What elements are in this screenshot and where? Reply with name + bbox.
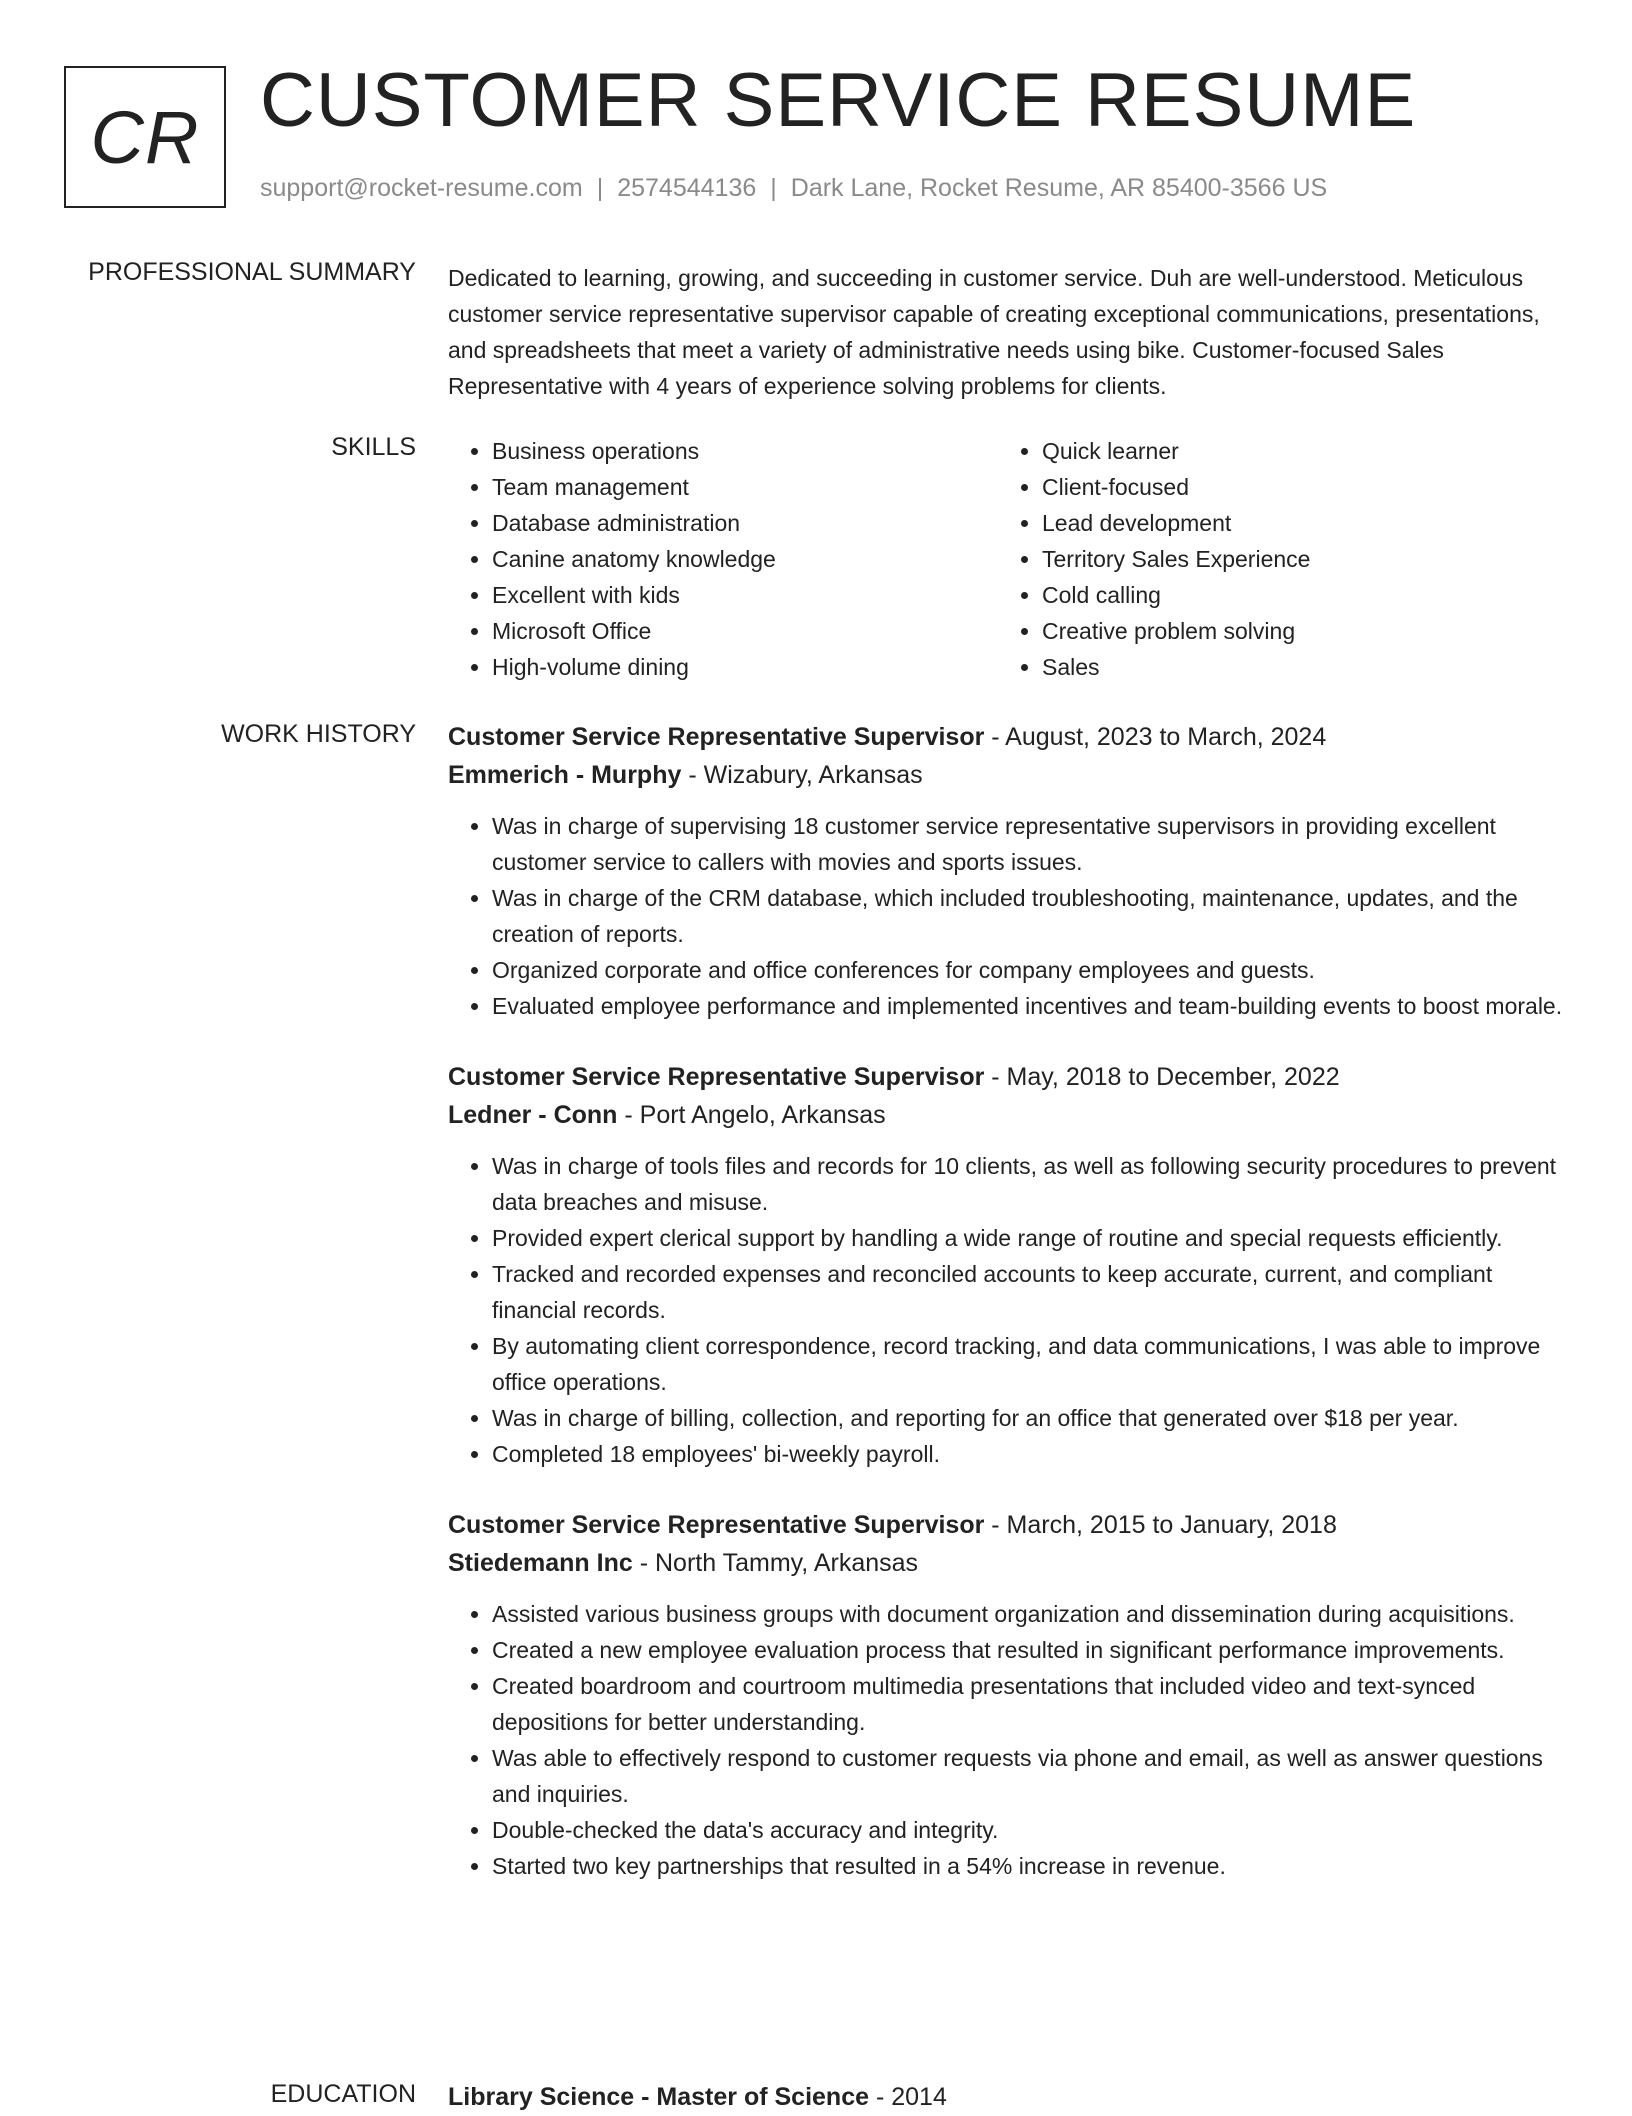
job-company: Ledner - Conn: [448, 1101, 618, 1129]
section-label-education: EDUCATION: [270, 2080, 416, 2108]
skill-item: • Canine anatomy knowledge: [492, 541, 998, 577]
job-company-line: [448, 1544, 1574, 1582]
skills-column-1: [448, 433, 998, 685]
skill-item: • Excellent with kids: [492, 577, 998, 613]
contact-phone[interactable]: 2574544136: [617, 174, 757, 202]
skills-column-2: [998, 433, 1548, 685]
education-year: - 2014: [869, 2083, 947, 2111]
work-history-body: [448, 718, 1574, 1918]
education-body: [448, 2078, 1574, 2116]
resume-title: CUSTOMER SERVICE RESUME: [260, 58, 1417, 143]
skill-item: • Territory Sales Experience: [1042, 541, 1548, 577]
section-label-summary: PROFESSIONAL SUMMARY: [88, 258, 416, 286]
skill-item: • Team management: [492, 469, 998, 505]
skill-item: • Business operations: [492, 433, 998, 469]
job-title-line: [448, 1506, 1574, 1544]
job-title: Customer Service Representative Supervisor: [448, 1511, 985, 1539]
job-bullet: • Created boardroom and courtroom multimedia presentations that included video and text-synced depositions for better understanding.: [492, 1668, 1574, 1740]
contact-email[interactable]: support@rocket-resume.com: [260, 174, 583, 202]
job-bullet: • Double-checked the data's accuracy and integrity.: [492, 1812, 1574, 1848]
job-company-line: [448, 1096, 1574, 1134]
job-company: Emmerich - Murphy: [448, 761, 682, 789]
summary-body: [448, 260, 1574, 404]
job-title: Customer Service Representative Supervisor: [448, 1063, 985, 1091]
job-bullet: • By automating client correspondence, record tracking, and data communications, I was able to improve office operations.: [492, 1328, 1574, 1400]
job-bullet: • Was in charge of tools files and records for 10 clients, as well as following security procedures to prevent data breaches and misuse.: [492, 1148, 1574, 1220]
job-title: Customer Service Representative Supervisor: [448, 723, 985, 751]
job-entry: [448, 1506, 1574, 1884]
job-entry: [448, 1058, 1574, 1472]
skill-item: • High-volume dining: [492, 649, 998, 685]
contact-line: [260, 174, 1327, 203]
summary-text: Dedicated to learning, growing, and succeeding in customer service. Duh are well-understood. Meticulous customer service representative supervisor capable of creating exceptional communications, presentations, and spreadsheets that meet a variety of administrative needs using bike. Customer-focused Sales Representative with 4 years of experience solving problems for clients.: [448, 265, 1540, 399]
job-bullet: • Provided expert clerical support by handling a wide range of routine and special requests efficiently.: [492, 1220, 1574, 1256]
section-label-work-history: WORK HISTORY: [221, 720, 416, 748]
job-dates: - August, 2023 to March, 2024: [984, 723, 1327, 751]
contact-separator: |: [770, 174, 777, 202]
job-bullet: • Tracked and recorded expenses and reconciled accounts to keep accurate, current, and compliant financial records.: [492, 1256, 1574, 1328]
job-bullets: [448, 1148, 1574, 1472]
job-dates: - March, 2015 to January, 2018: [984, 1511, 1337, 1539]
job-bullet: • Organized corporate and office conferences for company employees and guests.: [492, 952, 1574, 988]
skill-item: • Microsoft Office: [492, 613, 998, 649]
job-bullet: • Was in charge of supervising 18 customer service representative supervisors in providing excellent customer service to callers with movies and sports issues.: [492, 808, 1574, 880]
monogram-logo: CR: [64, 66, 226, 208]
skill-item: • Creative problem solving: [1042, 613, 1548, 649]
job-bullets: [448, 808, 1574, 1024]
job-bullet: • Was able to effectively respond to customer requests via phone and email, as well as answer questions and inquiries.: [492, 1740, 1574, 1812]
job-location: - Port Angelo, Arkansas: [617, 1101, 886, 1129]
job-bullet: • Was in charge of the CRM database, which included troubleshooting, maintenance, updates, and the creation of reports.: [492, 880, 1574, 952]
job-company: Stiedemann Inc: [448, 1549, 633, 1577]
job-location: - North Tammy, Arkansas: [632, 1549, 919, 1577]
section-label-skills: SKILLS: [331, 433, 416, 461]
skill-item: • Sales: [1042, 649, 1548, 685]
skill-item: • Database administration: [492, 505, 998, 541]
job-bullets: [448, 1596, 1574, 1884]
education-degree: Library Science - Master of Science: [448, 2083, 870, 2111]
job-bullet: • Evaluated employee performance and implemented incentives and team-building events to boost morale.: [492, 988, 1574, 1024]
contact-address: Dark Lane, Rocket Resume, AR 85400-3566 US: [790, 174, 1328, 202]
job-title-line: [448, 1058, 1574, 1096]
job-company-line: [448, 756, 1574, 794]
job-dates: - May, 2018 to December, 2022: [984, 1063, 1340, 1091]
job-bullet: • Created a new employee evaluation process that resulted in significant performance improvements.: [492, 1632, 1574, 1668]
job-bullet: • Completed 18 employees' bi-weekly payroll.: [492, 1436, 1574, 1472]
job-entry: [448, 718, 1574, 1024]
skill-item: • Client-focused: [1042, 469, 1548, 505]
job-bullet: • Assisted various business groups with document organization and dissemination during acquisitions.: [492, 1596, 1574, 1632]
skill-item: • Lead development: [1042, 505, 1548, 541]
job-bullet: • Started two key partnerships that resulted in a 54% increase in revenue.: [492, 1848, 1574, 1884]
job-title-line: [448, 718, 1574, 756]
job-bullet: • Was in charge of billing, collection, and reporting for an office that generated over $18 per year.: [492, 1400, 1574, 1436]
skill-item: • Cold calling: [1042, 577, 1548, 613]
job-location: - Wizabury, Arkansas: [681, 761, 923, 789]
skills-body: [448, 433, 1574, 685]
skill-item: • Quick learner: [1042, 433, 1548, 469]
contact-separator: |: [596, 174, 604, 202]
education-entry: [448, 2078, 1574, 2116]
